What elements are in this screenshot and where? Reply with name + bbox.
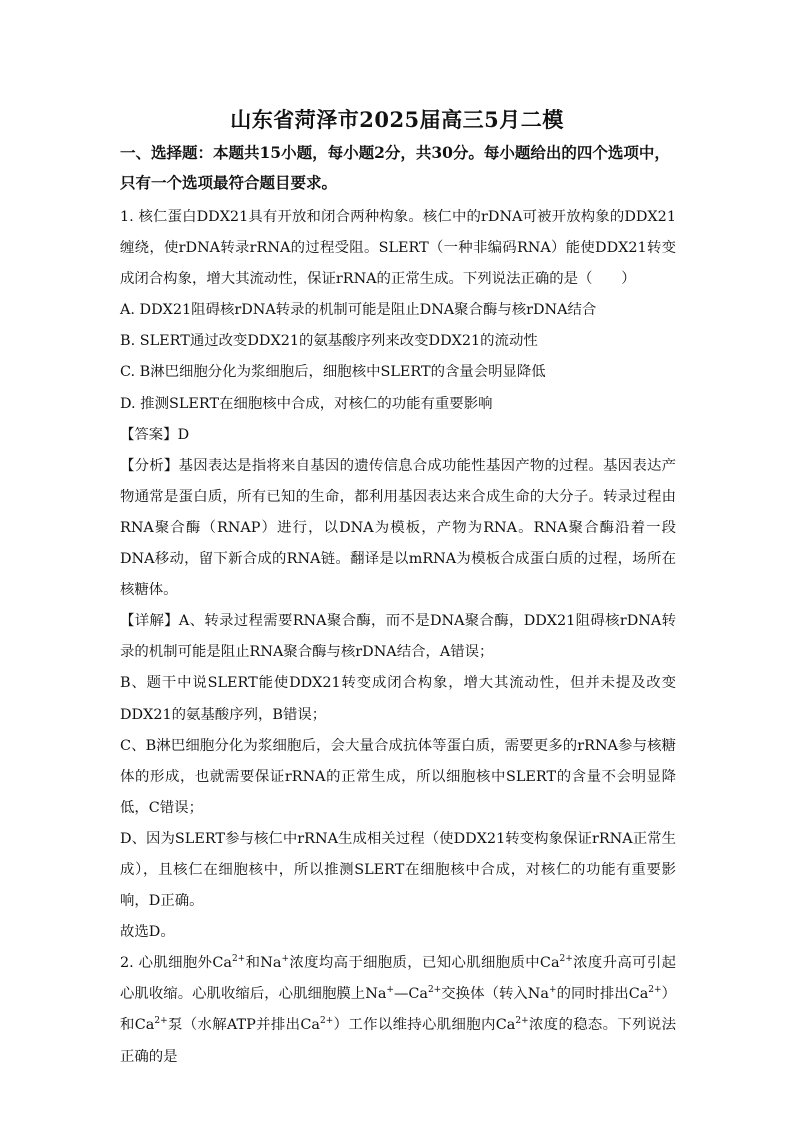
q2-text-5: —Ca [393,986,428,1003]
detail-paragraph-b: B、题干中说SLERT能使DDX21转变成闭合构象，增大其流动性，但并未提及改变DDX21的氨基酸序列，B错误； [120,675,676,723]
question-1-option-d: D. 推测SLERT在细胞核中合成，对核仁的功能有重要影响 [120,395,493,412]
detail-text-a: A、转录过程需要RNA聚合酶，而不是DNA聚合酶，DDX21阻碍核rDNA转录的机制可能是阻止RNA聚合酶与核rDNA结合，A错误； [120,613,676,661]
q2-text-4: 浓度升高可引起心肌收缩。心肌收缩后，心肌细胞膜上Na [120,955,676,1003]
q2-text-9: 泵（水解ATP并排出Ca [167,1017,320,1034]
q2-sup-8: 2+ [154,1016,168,1027]
q2-sup-1: 2+ [231,954,246,965]
document-body [120,202,676,1073]
q2-sup-7: 2+ [648,985,662,996]
answer-value: D [177,426,190,443]
q2-sup-5: 2+ [427,985,442,996]
answer-line [120,420,676,451]
analysis-text: 基因表达是指将来自基因的遗传信息合成功能性基因产物的过程。基因表达产物通常是蛋白质，所有已知的生命，都利用基因表达来合成生命的大分子。转录过程由RNA聚合酶（RNAP）进行，以DNA为模板，产物为RNA。RNA聚合酶沿着一段DNA移动，留下新合成的RNA链。翻译是以mRNA为模板合成蛋白质的过程，场所在核糖体。 [120,457,676,599]
q2-text-10: ）工作以维持心肌细胞内Ca [333,1017,516,1034]
detail-paragraph-c: C、B淋巴细胞分化为浆细胞后，会大量合成抗体等蛋白质，需要更多的rRNA参与核糖体的形成，也就需要保证rRNA的正常生成，所以细胞核中SLERT的含量不会明显降低，C错误； [120,737,676,816]
q2-text-1: 2. 心肌细胞外Ca [120,955,232,972]
q2-sup-10: 2+ [515,1016,529,1027]
analysis-paragraph [120,451,676,606]
q2-sup-9: 2+ [319,1016,334,1027]
detail-paragraph-d: D、因为SLERT参与核仁中rRNA生成相关过程（使DDX21转变构象保证rRNA正常生成），且核仁在细胞核中，所以推测SLERT在细胞核中合成，对核仁的功能有重要影响，D正确。 [120,830,676,910]
question-1-stem: 1. 核仁蛋白DDX21具有开放和闭合两种构象。核仁中的rDNA可被开放构象的DDX21缠绕，使rDNA转录rRNA的过程受阻。SLERT（一种非编码RNA）能使DDX21转变成闭合构象，增大其流动性，保证rRNA的正常生成。下列说法正确的是（ ） [120,209,676,288]
q2-text-11: 浓度的稳态。下列说法正确的是 [120,1017,677,1065]
question-1-option-b: B. SLERT通过改变DDX21的氨基酸序列来改变DDX21的流动性 [120,333,538,350]
q2-sup-4: + [386,985,394,996]
answer-label: 【答案】 [120,426,178,443]
analysis-label: 【分析】 [120,457,179,474]
q2-text-3: 浓度均高于细胞质，已知心肌细胞质中Ca [289,955,560,972]
section-heading: 一、选择题：本题共15小题，每小题2分，共30分。每小题给出的四个选项中，只有一个选项最符合题目要求。 [120,143,670,192]
q2-text-8: ）和Ca [120,986,676,1034]
detail-paragraph-a [120,606,676,668]
conclusion: 故选D。 [120,924,175,941]
page-title: 山东省菏泽市2025届高三5月二模 [230,107,564,132]
question-2-stem [120,948,676,1072]
q2-sup-2: + [281,954,290,965]
q2-text-6: 交换体（转入Na [441,986,549,1003]
q2-sup-6: + [548,985,557,996]
q2-text-7: 的同时排出Ca [556,986,649,1003]
question-1-option-c: C. B淋巴细胞分化为浆细胞后，细胞核中SLERT的含量会明显降低 [120,364,546,381]
question-1-option-a: A. DDX21阻碍核rDNA转录的机制可能是阻止DNA聚合酶与核rDNA结合 [120,302,597,319]
detail-label: 【详解】 [120,613,179,630]
q2-text-2: 和Na [245,955,282,972]
q2-sup-3: 2+ [559,954,573,965]
